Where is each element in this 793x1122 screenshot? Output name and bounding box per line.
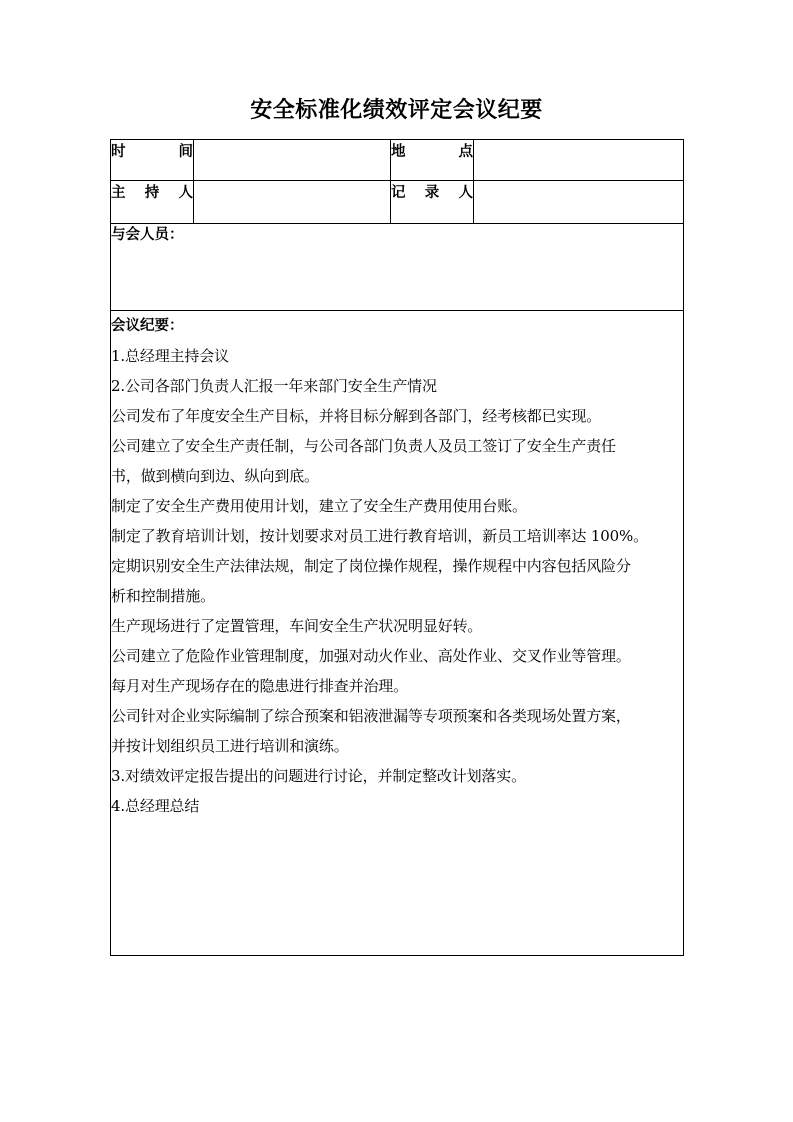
minutes-line: 公司建立了危险作业管理制度，加强对动火作业、高处作业、交叉作业等管理。 [111,647,631,665]
field-place-value[interactable] [474,140,684,181]
minutes-line: 制定了安全生产费用使用计划，建立了安全生产费用使用台账。 [111,497,527,515]
table-row-time-place [111,140,684,181]
minutes-line: 2.公司各部门负责人汇报一年来部门安全生产情况 [111,377,437,395]
minutes-line: 公司建立了安全生产责任制，与公司各部门负责人及员工签订了安全生产责任 [111,437,616,455]
minutes-line: 生产现场进行了定置管理，车间安全生产状况明显好转。 [111,617,483,635]
field-recorder-value[interactable] [474,181,684,224]
field-host-value[interactable] [194,181,391,224]
minutes-line: 每月对生产现场存在的隐患进行排查并治理。 [111,677,409,695]
minutes-line: 公司针对企业实际编制了综合预案和铝液泄漏等专项预案和各类现场处置方案， [111,707,631,725]
label-time [111,140,194,181]
label-time-text: 时 间 [111,143,193,160]
meeting-minutes-table [110,139,684,956]
label-attendees: 与会人员： [111,226,184,243]
table-row-host-recorder [111,181,684,224]
minutes-line: 公司发布了年度安全生产目标，并将目标分解到各部门，经考核都已实现。 [111,407,602,425]
minutes-line: 3.对绩效评定报告提出的问题进行讨论，并制定整改计划落实。 [111,767,526,785]
minutes-line: 并按计划组织员工进行培训和演练。 [111,737,349,755]
field-minutes-body[interactable] [111,311,684,956]
label-place-text: 地 点 [391,143,473,160]
minutes-line: 析和控制措施。 [111,587,215,605]
field-time-value[interactable] [194,140,391,181]
minutes-line: 4.总经理总结 [111,797,200,815]
label-host [111,181,194,224]
minutes-line: 制定了教育培训计划，按计划要求对员工进行教育培训，新员工培训率达 100%。 [111,527,648,545]
table-row-minutes [111,311,684,956]
minutes-line: 定期识别安全生产法律法规，制定了岗位操作规程，操作规程中内容包括风险分 [111,557,631,575]
label-place [391,140,474,181]
label-host-text: 主 持 人 [111,184,193,201]
label-minutes-heading: 会议纪要： [111,317,184,334]
minutes-line: 1.总经理主持会议 [111,347,229,365]
minutes-line-list [111,341,683,821]
field-attendees[interactable] [111,224,684,311]
label-recorder-text: 记 录 人 [391,184,473,201]
minutes-line: 书，做到横向到边、纵向到底。 [111,467,319,485]
label-recorder [391,181,474,224]
page-title: 安全标准化绩效评定会议纪要 [250,98,543,123]
table-row-attendees [111,224,684,311]
